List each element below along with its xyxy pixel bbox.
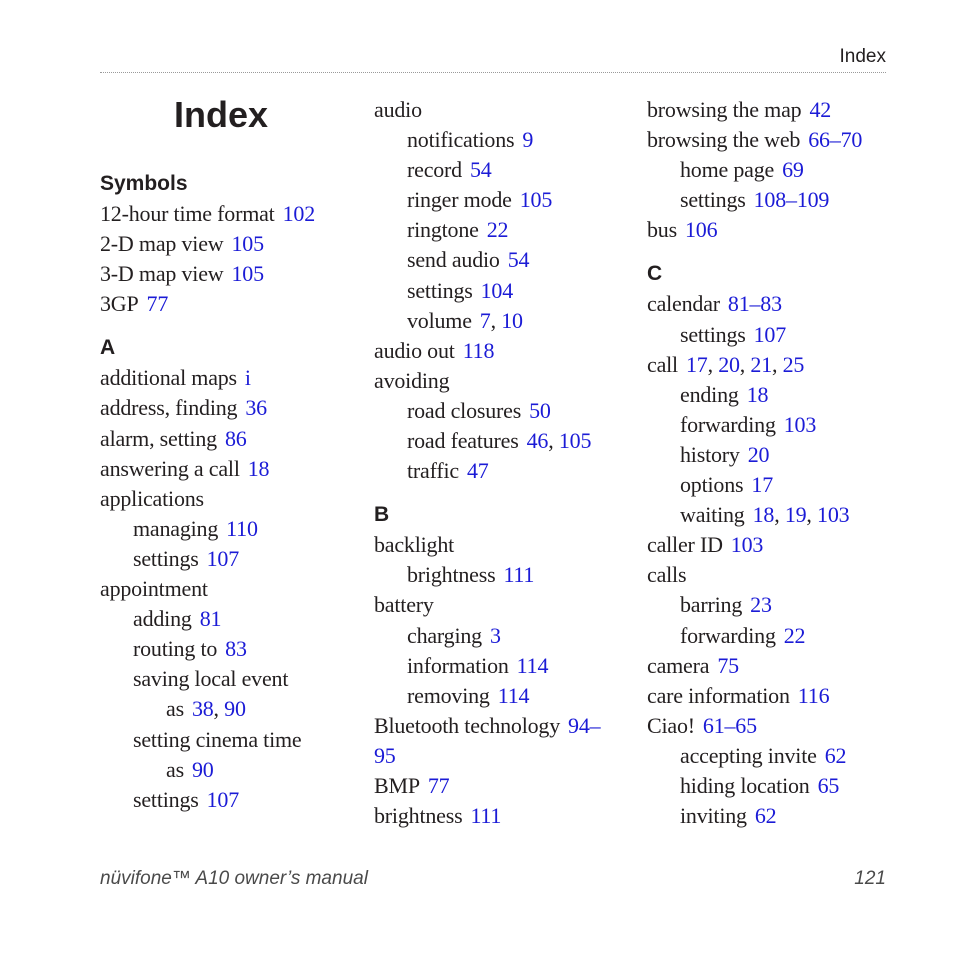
index-entry bbox=[647, 155, 909, 185]
index-entry bbox=[374, 276, 636, 306]
page-link[interactable]: 110 bbox=[226, 515, 258, 541]
index-entry bbox=[100, 725, 362, 755]
entry-pages bbox=[522, 127, 533, 152]
index-entry bbox=[647, 801, 909, 831]
entry-term: information bbox=[407, 652, 509, 678]
entry-term: adding bbox=[133, 606, 192, 632]
index-entry bbox=[647, 350, 909, 380]
index-entry bbox=[647, 771, 909, 801]
page-link[interactable]: 19 bbox=[784, 502, 807, 528]
index-entry bbox=[374, 621, 636, 651]
entry-term: ringtone bbox=[407, 217, 479, 243]
entry-pages bbox=[809, 97, 831, 122]
page-link[interactable]: i bbox=[244, 365, 251, 391]
page-link[interactable]: 66–70 bbox=[808, 127, 863, 153]
index-entry bbox=[374, 771, 636, 801]
page-link[interactable]: 69 bbox=[782, 157, 804, 183]
index-entry bbox=[100, 424, 362, 454]
index-section bbox=[647, 95, 909, 245]
entry-term: as bbox=[166, 696, 184, 722]
entry-pages bbox=[225, 636, 247, 661]
page-separator: , bbox=[739, 351, 751, 377]
index-entry bbox=[374, 651, 636, 681]
page-link[interactable]: 105 bbox=[231, 261, 264, 287]
index-section bbox=[374, 500, 636, 831]
entry-term: camera bbox=[647, 652, 710, 678]
entry-term: 3GP bbox=[100, 291, 139, 317]
index-column-2 bbox=[374, 95, 636, 845]
page-link[interactable]: 7 bbox=[479, 307, 491, 333]
entry-term: avoiding bbox=[374, 367, 450, 393]
index-entry bbox=[647, 470, 909, 500]
entry-pages bbox=[192, 757, 214, 782]
entry-term: notifications bbox=[407, 127, 515, 153]
entry-pages bbox=[517, 653, 549, 678]
index-entry bbox=[374, 456, 636, 486]
page-link[interactable]: 18 bbox=[752, 502, 775, 528]
index-entry bbox=[100, 755, 362, 785]
index-entry bbox=[100, 259, 362, 289]
entry-pages bbox=[508, 247, 530, 272]
page-link[interactable]: 77 bbox=[146, 291, 169, 317]
page-link[interactable]: 107 bbox=[206, 786, 240, 812]
footer-manual-title: nüvifone™ A10 owner’s manual bbox=[100, 868, 368, 889]
entry-pages bbox=[498, 683, 530, 708]
entry-term: setting cinema time bbox=[133, 726, 302, 752]
index-entry bbox=[374, 366, 636, 396]
entry-term: answering a call bbox=[100, 455, 240, 481]
entry-term: inviting bbox=[680, 803, 747, 829]
index-entry bbox=[374, 336, 636, 366]
index-entry bbox=[100, 393, 362, 423]
entry-term: BMP bbox=[374, 772, 420, 798]
page-separator: , bbox=[490, 307, 502, 333]
entry-term: brightness bbox=[374, 803, 463, 829]
entry-pages bbox=[717, 653, 739, 678]
index-entry bbox=[374, 185, 636, 215]
index-entry bbox=[647, 651, 909, 681]
index-entry bbox=[647, 380, 909, 410]
index-entry bbox=[100, 694, 362, 724]
entry-term: battery bbox=[374, 592, 434, 618]
index-entry bbox=[647, 320, 909, 350]
page-link[interactable]: 104 bbox=[480, 277, 514, 303]
entry-pages bbox=[747, 382, 769, 407]
index-column-3 bbox=[647, 95, 909, 845]
entry-pages bbox=[192, 696, 246, 721]
entry-pages bbox=[818, 773, 840, 798]
page-title: Index bbox=[174, 94, 269, 135]
page-link[interactable]: 20 bbox=[718, 351, 740, 377]
entry-pages bbox=[245, 395, 267, 420]
entry-term: browsing the web bbox=[647, 127, 801, 153]
index-entry bbox=[100, 785, 362, 815]
entry-pages bbox=[147, 291, 169, 316]
entry-term: alarm, setting bbox=[100, 425, 217, 451]
index-entry bbox=[647, 590, 909, 620]
page-link[interactable]: 38 bbox=[191, 696, 214, 722]
page-link[interactable]: 103 bbox=[730, 532, 764, 558]
page-link[interactable]: 54 bbox=[507, 247, 530, 273]
page-link[interactable]: 107 bbox=[206, 545, 240, 571]
entry-term: accepting invite bbox=[680, 742, 817, 768]
entry-pages bbox=[283, 201, 315, 226]
page-link[interactable]: 108–109 bbox=[753, 187, 830, 213]
index-entry bbox=[647, 440, 909, 470]
entry-pages bbox=[481, 278, 513, 303]
page-separator: , bbox=[213, 696, 225, 722]
page-link[interactable]: 20 bbox=[747, 441, 770, 467]
header-rule bbox=[100, 72, 886, 73]
entry-pages bbox=[467, 458, 489, 483]
index-entry bbox=[647, 215, 909, 245]
entry-term: routing to bbox=[133, 636, 218, 662]
entry-term: ending bbox=[680, 381, 739, 407]
entry-term: send audio bbox=[407, 247, 500, 273]
page-link[interactable]: 95 bbox=[374, 742, 396, 768]
page-link[interactable]: 50 bbox=[529, 397, 551, 423]
page-link[interactable]: 107 bbox=[753, 321, 787, 347]
index-entry bbox=[100, 454, 362, 484]
section-heading: B bbox=[374, 503, 390, 527]
entry-term: hiding location bbox=[680, 772, 810, 798]
entry-term: Ciao! bbox=[647, 712, 695, 738]
section-heading: A bbox=[100, 336, 116, 360]
index-entry bbox=[100, 514, 362, 544]
entry-pages bbox=[755, 803, 777, 828]
entry-term: additional maps bbox=[100, 365, 237, 391]
entry-term: calendar bbox=[647, 291, 720, 317]
entry-term: address, finding bbox=[100, 395, 238, 421]
index-entry bbox=[374, 801, 636, 831]
entry-term: 12-hour time format bbox=[100, 201, 275, 226]
index-entry bbox=[374, 155, 636, 185]
entry-term: brightness bbox=[407, 562, 496, 588]
index-entry bbox=[100, 289, 362, 319]
entry-term: road features bbox=[407, 428, 519, 454]
index-entry bbox=[374, 245, 636, 275]
page-link[interactable]: 102 bbox=[282, 201, 316, 226]
index-entry bbox=[100, 664, 362, 694]
index-entry bbox=[374, 560, 636, 590]
entry-term: road closures bbox=[407, 397, 522, 423]
index-entry bbox=[100, 229, 362, 259]
index-entry bbox=[374, 530, 636, 560]
page-link[interactable]: 42 bbox=[809, 97, 832, 122]
page-separator: , bbox=[774, 502, 785, 528]
entry-term: home page bbox=[680, 157, 775, 183]
entry-pages bbox=[782, 157, 804, 182]
entry-term: record bbox=[407, 157, 462, 183]
page-link[interactable]: 114 bbox=[497, 682, 530, 708]
entry-term: settings bbox=[133, 545, 199, 571]
running-head: Index bbox=[839, 46, 886, 67]
index-entry bbox=[100, 604, 362, 634]
entry-pages bbox=[753, 502, 850, 527]
index-entry bbox=[374, 590, 636, 620]
page-link[interactable]: 83 bbox=[225, 636, 247, 662]
index-section bbox=[100, 169, 362, 319]
index-entry bbox=[100, 634, 362, 664]
page-link[interactable]: 81 bbox=[199, 606, 222, 632]
entry-pages bbox=[470, 803, 501, 828]
index-entry bbox=[647, 125, 909, 155]
page-link[interactable]: 116 bbox=[797, 682, 830, 708]
index-entry bbox=[374, 215, 636, 245]
page-link[interactable]: 90 bbox=[191, 756, 214, 782]
index-entry bbox=[647, 681, 909, 711]
page-link[interactable]: 23 bbox=[750, 592, 772, 618]
entry-term: waiting bbox=[680, 502, 745, 528]
entry-term: appointment bbox=[100, 576, 208, 602]
page-link[interactable]: 81–83 bbox=[727, 291, 782, 317]
index-entry bbox=[374, 681, 636, 711]
entry-pages bbox=[808, 127, 862, 152]
index-entry bbox=[647, 741, 909, 771]
index-entry bbox=[100, 484, 362, 514]
entry-term: calls bbox=[647, 562, 687, 588]
entry-pages bbox=[750, 592, 772, 617]
page-link[interactable]: 18 bbox=[247, 455, 270, 481]
entry-pages bbox=[463, 338, 495, 363]
page-link[interactable]: 17 bbox=[685, 351, 708, 377]
entry-term: settings bbox=[133, 786, 199, 812]
page-link[interactable]: 111 bbox=[503, 562, 535, 588]
entry-pages bbox=[784, 412, 816, 437]
page-link[interactable]: 47 bbox=[466, 458, 489, 484]
entry-term: barring bbox=[680, 592, 743, 618]
entry-pages bbox=[374, 743, 396, 768]
entry-pages bbox=[748, 442, 770, 467]
entry-pages bbox=[480, 308, 523, 333]
entry-term: applications bbox=[100, 485, 204, 511]
page-link[interactable]: 106 bbox=[684, 217, 718, 243]
index-entry bbox=[647, 185, 909, 215]
entry-term: settings bbox=[680, 187, 746, 213]
index-entry bbox=[374, 306, 636, 336]
index-entry bbox=[374, 95, 636, 125]
entry-term: bus bbox=[647, 217, 677, 243]
page-separator: , bbox=[548, 428, 559, 454]
entry-pages bbox=[428, 773, 450, 798]
entry-pages bbox=[503, 562, 534, 587]
entry-term: traffic bbox=[407, 458, 459, 484]
page-link[interactable]: 103 bbox=[817, 502, 850, 528]
entry-pages bbox=[754, 322, 786, 347]
footer-page-number: 121 bbox=[854, 868, 886, 889]
entry-term: volume bbox=[407, 307, 472, 333]
entry-pages bbox=[529, 398, 551, 423]
page-link[interactable]: 25 bbox=[782, 351, 805, 377]
entry-pages bbox=[825, 743, 847, 768]
page-link[interactable]: 62 bbox=[754, 803, 777, 829]
entry-term: backlight bbox=[374, 532, 455, 558]
index-entry bbox=[374, 741, 636, 771]
page-separator: , bbox=[806, 502, 818, 528]
index-entry bbox=[100, 199, 362, 229]
entry-term: Bluetooth technology bbox=[374, 712, 561, 738]
page-link[interactable]: 114 bbox=[516, 652, 549, 678]
page-link[interactable]: 118 bbox=[462, 337, 495, 363]
entry-term: care information bbox=[647, 682, 790, 708]
entry-pages bbox=[754, 187, 830, 212]
index-entry bbox=[647, 289, 909, 319]
page-separator: , bbox=[772, 351, 783, 377]
page-link[interactable]: 36 bbox=[245, 395, 267, 421]
entry-term: audio bbox=[374, 97, 422, 122]
index-entry bbox=[374, 396, 636, 426]
entry-pages bbox=[568, 713, 600, 738]
entry-pages bbox=[487, 217, 509, 242]
page-link[interactable]: 62 bbox=[824, 742, 847, 768]
entry-pages bbox=[731, 532, 763, 557]
page-link[interactable]: 111 bbox=[470, 803, 502, 829]
page-link[interactable]: 3 bbox=[489, 622, 501, 648]
page-link[interactable]: 17 bbox=[751, 472, 773, 498]
index-section bbox=[100, 333, 362, 814]
entry-pages bbox=[520, 187, 552, 212]
page-link[interactable]: 9 bbox=[522, 127, 534, 153]
page-link[interactable]: 21 bbox=[750, 351, 773, 377]
entry-term: call bbox=[647, 351, 678, 377]
entry-term: options bbox=[680, 472, 744, 498]
page-separator: , bbox=[707, 351, 719, 377]
index-section bbox=[647, 259, 909, 831]
page-link[interactable]: 54 bbox=[469, 157, 492, 183]
page-link[interactable]: 10 bbox=[501, 307, 523, 333]
page-link[interactable]: 86 bbox=[224, 425, 247, 451]
entry-pages bbox=[207, 546, 239, 571]
index-entry bbox=[647, 410, 909, 440]
entry-term: audio out bbox=[374, 337, 455, 363]
page-link[interactable]: 103 bbox=[783, 411, 817, 437]
page-link[interactable]: 105 bbox=[231, 231, 264, 257]
index-entry bbox=[647, 500, 909, 530]
entry-pages bbox=[685, 217, 717, 242]
entry-term: 2-D map view bbox=[100, 231, 224, 257]
entry-pages bbox=[686, 352, 804, 377]
index-entry bbox=[374, 711, 636, 741]
entry-term: browsing the map bbox=[647, 97, 802, 122]
index-entry bbox=[647, 95, 909, 125]
entry-pages bbox=[784, 623, 806, 648]
entry-pages bbox=[798, 683, 830, 708]
entry-pages bbox=[231, 261, 263, 286]
page-link[interactable]: 22 bbox=[486, 217, 509, 243]
entry-pages bbox=[225, 426, 247, 451]
page-link[interactable]: 105 bbox=[558, 428, 592, 454]
page-link[interactable]: 22 bbox=[783, 622, 806, 648]
entry-term: forwarding bbox=[680, 411, 776, 437]
page-link[interactable]: 77 bbox=[427, 772, 450, 798]
page-link[interactable]: 18 bbox=[746, 381, 769, 407]
entry-pages bbox=[207, 787, 239, 812]
page-link[interactable]: 65 bbox=[817, 772, 840, 798]
index-entry bbox=[100, 363, 362, 393]
page-link[interactable]: 94– bbox=[568, 712, 601, 738]
entry-pages bbox=[200, 606, 222, 631]
page-link[interactable]: 61–65 bbox=[702, 712, 757, 738]
index-entry bbox=[647, 621, 909, 651]
index-column-1 bbox=[100, 169, 362, 829]
index-entry bbox=[647, 711, 909, 741]
index-section bbox=[374, 95, 636, 486]
entry-term: saving local event bbox=[133, 666, 289, 692]
entry-pages bbox=[490, 623, 501, 648]
index-entry bbox=[374, 426, 636, 456]
entry-term: forwarding bbox=[680, 622, 776, 648]
index-entry bbox=[647, 530, 909, 560]
entry-term: history bbox=[680, 441, 740, 467]
section-heading: Symbols bbox=[100, 172, 188, 195]
index-entry bbox=[374, 125, 636, 155]
page-link[interactable]: 75 bbox=[717, 652, 739, 678]
entry-pages bbox=[226, 516, 258, 541]
entry-pages bbox=[527, 428, 592, 453]
entry-term: settings bbox=[680, 321, 746, 347]
entry-term: ringer mode bbox=[407, 187, 512, 213]
index-entry bbox=[100, 544, 362, 574]
entry-pages bbox=[248, 456, 270, 481]
entry-pages bbox=[703, 713, 757, 738]
page-link[interactable]: 46 bbox=[526, 428, 549, 454]
entry-term: as bbox=[166, 756, 184, 782]
entry-term: managing bbox=[133, 515, 219, 541]
entry-pages bbox=[245, 365, 251, 390]
page-link[interactable]: 105 bbox=[519, 187, 553, 213]
entry-term: charging bbox=[407, 622, 482, 648]
page-link[interactable]: 90 bbox=[224, 696, 246, 722]
entry-term: caller ID bbox=[647, 532, 723, 558]
index-entry bbox=[647, 560, 909, 590]
entry-pages bbox=[470, 157, 492, 182]
section-heading: C bbox=[647, 262, 663, 286]
entry-term: settings bbox=[407, 277, 473, 303]
entry-pages bbox=[728, 291, 782, 316]
entry-term: removing bbox=[407, 682, 490, 708]
entry-term: 3-D map view bbox=[100, 261, 224, 287]
index-entry bbox=[100, 574, 362, 604]
entry-pages bbox=[231, 231, 263, 256]
entry-pages bbox=[751, 472, 773, 497]
